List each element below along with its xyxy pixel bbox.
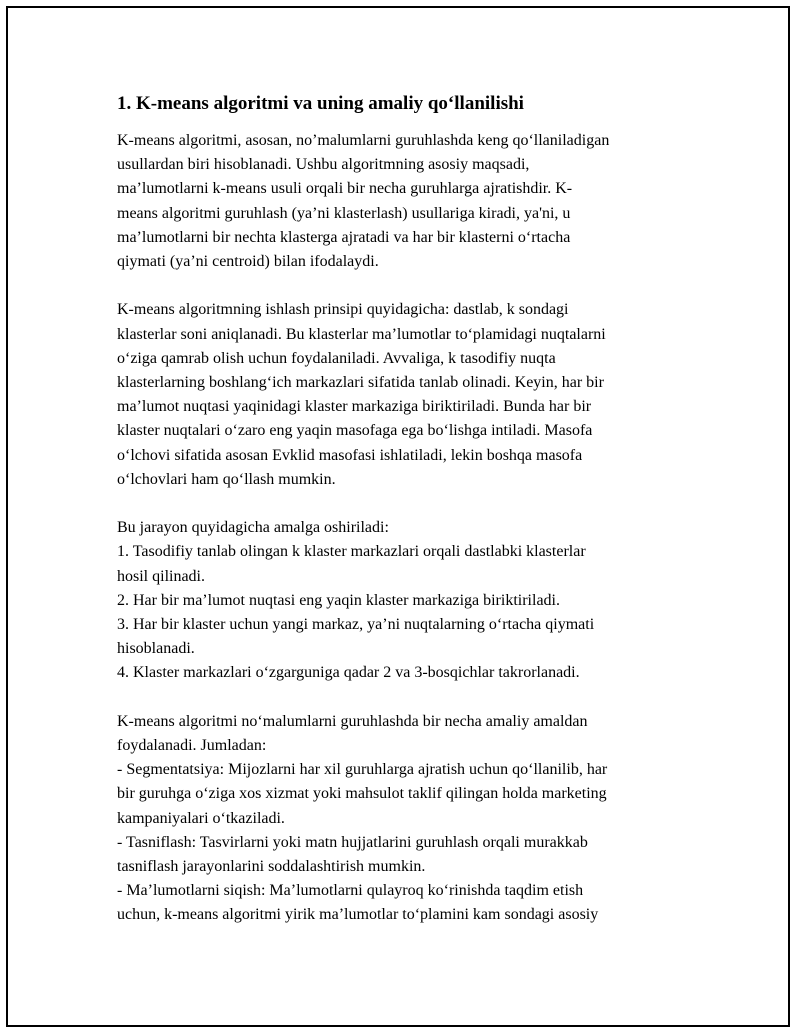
text-line: o‘lchovlari ham qo‘llash mumkin. xyxy=(117,470,336,488)
text-line: means algoritmi guruhlash (ya’ni klasterlash) usullariga kiradi, ya'ni, u xyxy=(117,204,571,222)
text-line: ma’lumotlarni bir nechta klasterga ajratadi va har bir klasterni o‘rtacha xyxy=(117,228,571,246)
text-line: 2. Har bir ma’lumot nuqtasi eng yaqin klaster markaziga biriktiriladi. xyxy=(117,591,560,609)
text-line: ma’lumotlarni k-means usuli orqali bir necha guruhlarga ajratishdir. K- xyxy=(117,180,573,198)
text-line: Bu jarayon quyidagicha amalga oshiriladi: xyxy=(117,519,389,537)
text-line: uchun, k-means algoritmi yirik ma’lumotlar to‘plamini kam sondagi asosiy xyxy=(117,906,599,924)
text-line: kampaniyalari o‘tkaziladi. xyxy=(117,809,285,827)
paragraph-principle xyxy=(117,298,692,492)
text-line: K-means algoritmi no‘malumlarni guruhlashda bir necha amaliy amaldan xyxy=(117,712,588,730)
text-line: K-means algoritmning ishlash prinsipi quyidagicha: dastlab, k sondagi xyxy=(117,301,569,319)
text-line: klasterlar soni aniqlanadi. Bu klasterlar ma’lumotlar to‘plamidagi nuqtalarni xyxy=(117,325,606,343)
paragraph-steps xyxy=(117,516,692,685)
text-line: - Ma’lumotlarni siqish: Ma’lumotlarni qulayroq ko‘rinishda taqdim etish xyxy=(117,882,584,900)
text-line: 3. Har bir klaster uchun yangi markaz, ya’ni nuqtalarning o‘rtacha qiymati xyxy=(117,616,595,634)
text-line: tasniflash jarayonlarini soddalashtirish mumkin. xyxy=(117,858,426,876)
text-line: 4. Klaster markazlari o‘zgarguniga qadar 2 va 3-bosqichlar takrorlanadi. xyxy=(117,664,580,682)
text-line: hosil qilinadi. xyxy=(117,567,205,585)
paragraph-intro xyxy=(117,129,692,274)
text-line: - Tasniflash: Tasvirlarni yoki matn hujjatlarini guruhlash orqali murakkab xyxy=(117,833,588,851)
text-line: 1. Tasodifiy tanlab olingan k klaster markazlari orqali dastlabki klasterlar xyxy=(117,543,586,561)
text-line: qiymati (ya’ni centroid) bilan ifodalaydi. xyxy=(117,253,379,271)
text-line: hisoblanadi. xyxy=(117,640,195,658)
text-line: foydalanadi. Jumladan: xyxy=(117,737,267,755)
text-line: o‘lchovi sifatida asosan Evklid masofasi ishlatiladi, lekin boshqa masofa xyxy=(117,446,583,464)
text-line: klasterlarning boshlang‘ich markazlari sifatida tanlab olinadi. Keyin, har bir xyxy=(117,374,604,392)
text-line: bir guruhga o‘ziga xos xizmat yoki mahsulot taklif qilingan holda marketing xyxy=(117,785,607,803)
text-line: usullardan biri hisoblanadi. Ushbu algoritmning asosiy maqsadi, xyxy=(117,156,530,174)
text-line: ma’lumot nuqtasi yaqinidagi klaster markaziga biriktiriladi. Bunda har bir xyxy=(117,398,592,416)
text-line: - Segmentatsiya: Mijozlarni har xil guruhlarga ajratish uchun qo‘llanilib, har xyxy=(117,761,608,779)
document-body xyxy=(117,92,692,952)
paragraph-applications xyxy=(117,710,692,928)
text-line: K-means algoritmi, asosan, no’malumlarni guruhlashda keng qo‘llaniladigan xyxy=(117,132,610,149)
text-line: klaster nuqtalari o‘zaro eng yaqin masofaga ega bo‘lishga intiladi. Masofa xyxy=(117,422,593,440)
text-line: o‘ziga qamrab olish uchun foydalaniladi. Avvaliga, k tasodifiy nuqta xyxy=(117,349,556,367)
section-heading: 1. K-means algoritmi va uning amaliy qo‘llanilishi xyxy=(117,93,524,114)
